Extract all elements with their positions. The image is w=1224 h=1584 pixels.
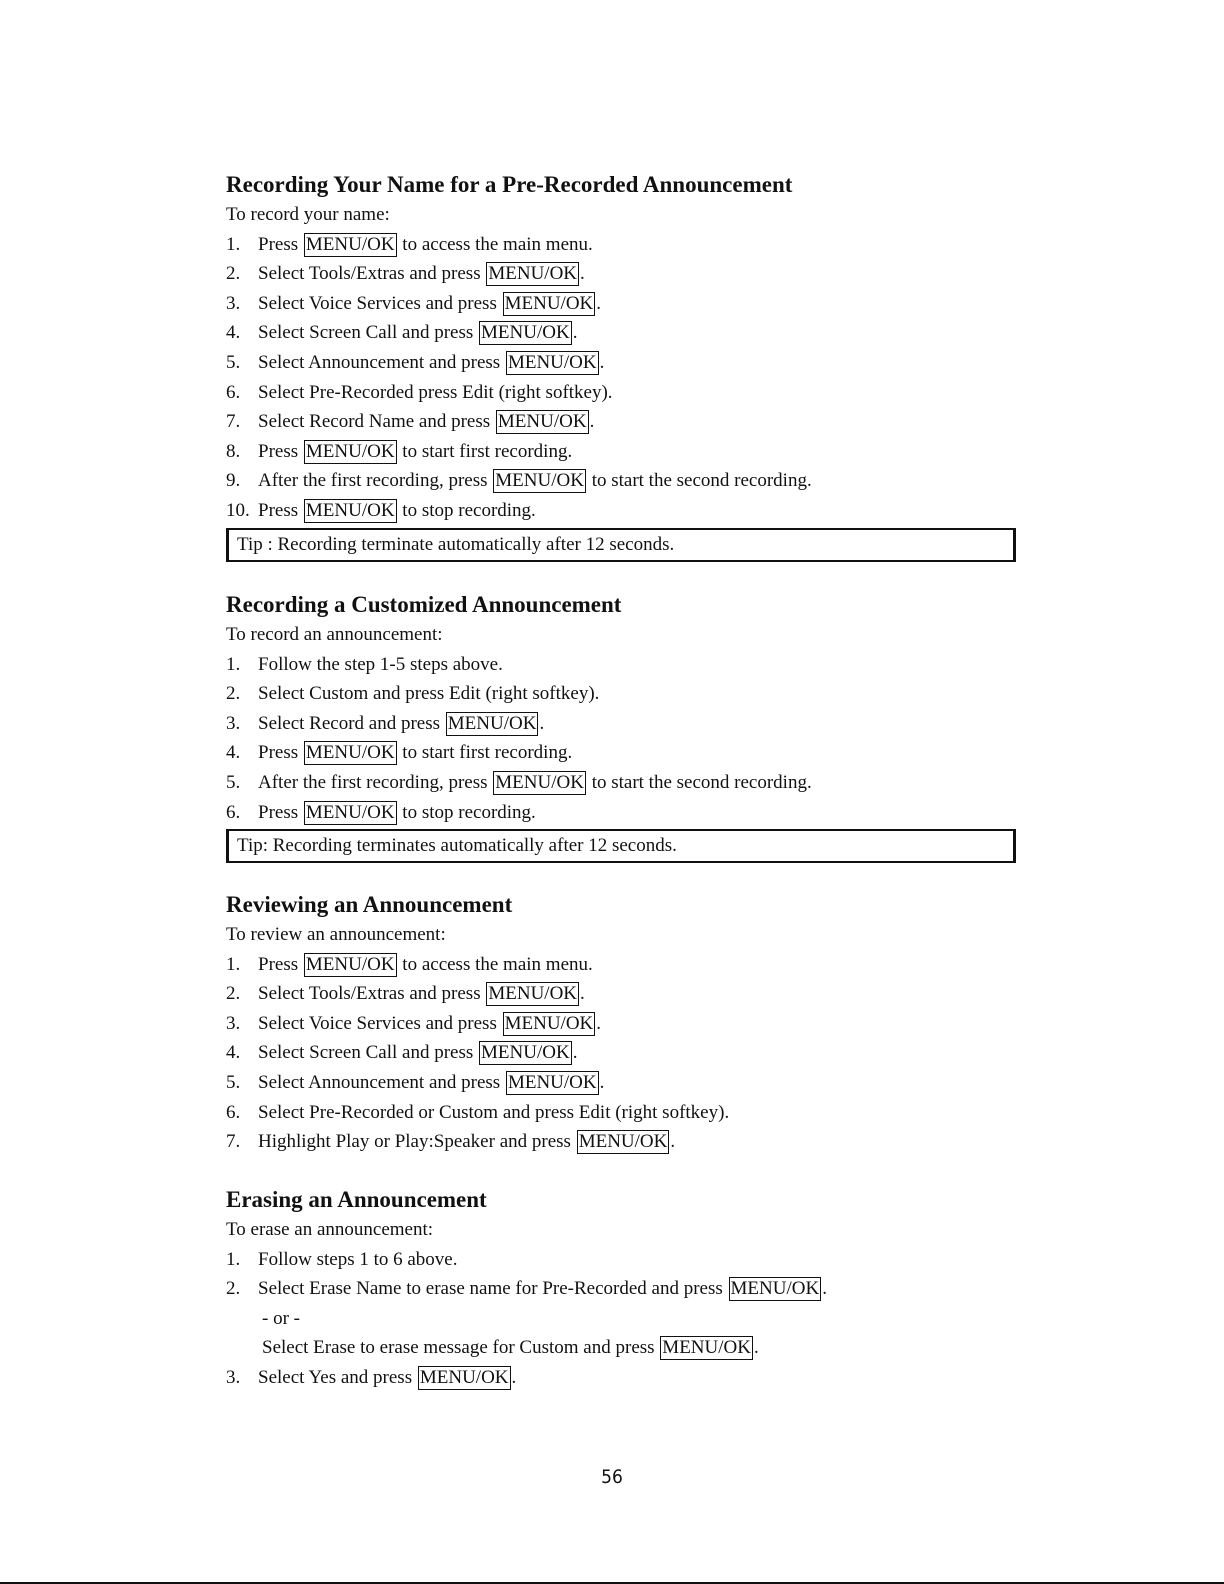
- step-text-after: to access the main menu.: [397, 953, 593, 975]
- menu-ok-key: MENU/OK: [495, 470, 584, 492]
- step-text-after: .: [599, 351, 605, 373]
- menu-ok-key: MENU/OK: [495, 771, 584, 793]
- section-heading: Recording a Customized Announcement: [226, 592, 622, 617]
- step-text: Press: [258, 499, 303, 521]
- step-text: Select Erase Name to erase name for Pre-Recorded and press: [258, 1278, 728, 1300]
- step-text: After the first recording, press: [258, 771, 493, 793]
- list-item: [226, 738, 1046, 768]
- step-text-after: to start the second recording.: [586, 771, 812, 793]
- list-item: [226, 230, 1046, 260]
- section-intro: To erase an announcement:: [226, 1219, 434, 1240]
- menu-ok-key: MENU/OK: [497, 411, 587, 433]
- step-number: 3.: [226, 1366, 241, 1388]
- list-item: [226, 768, 1046, 798]
- menu-ok-key: MENU/OK: [504, 292, 594, 314]
- step-number: 10.: [226, 499, 250, 521]
- step-text-after: to stop recording.: [397, 801, 536, 823]
- step-number: 5.: [226, 1071, 241, 1093]
- section-intro: To record your name:: [226, 204, 390, 225]
- section-record-name: [226, 170, 1046, 562]
- step-number: 7.: [226, 411, 241, 433]
- menu-ok-key: MENU/OK: [305, 801, 395, 823]
- step-text: Follow the step 1-5 steps above.: [258, 653, 503, 675]
- step-text-after: .: [580, 263, 585, 285]
- step-number: 4.: [226, 322, 241, 344]
- step-text: Highlight Play or Play:Speaker and press: [258, 1131, 576, 1153]
- list-item: [226, 289, 1046, 319]
- list-item: [226, 1068, 1046, 1098]
- step-number: 4.: [226, 1042, 241, 1064]
- step-number: 3.: [226, 1012, 241, 1034]
- step-text-after: .: [599, 1071, 605, 1093]
- list-item: [226, 679, 1046, 709]
- list-item: [226, 1098, 1046, 1128]
- step-text-after: to start first recording.: [397, 742, 573, 764]
- menu-ok-key: MENU/OK: [488, 263, 578, 285]
- steps-list: [226, 950, 1046, 1157]
- step-number: 3.: [226, 712, 241, 734]
- step-number: 6.: [226, 381, 241, 403]
- step-text: Select Record and press: [258, 712, 445, 734]
- list-item: [226, 318, 1046, 348]
- steps-list: [226, 1245, 1046, 1304]
- list-item: [226, 466, 1046, 496]
- menu-ok-key: MENU/OK: [305, 233, 395, 255]
- step-text-after: .: [596, 292, 602, 314]
- step-text: Press: [258, 801, 303, 823]
- menu-ok-key: MENU/OK: [578, 1131, 668, 1153]
- section-intro: To record an announcement:: [226, 624, 443, 645]
- menu-ok-key: MENU/OK: [488, 983, 578, 1005]
- page-number: 56: [601, 1466, 623, 1488]
- menu-ok-key: MENU/OK: [305, 742, 395, 764]
- menu-ok-key: MENU/OK: [662, 1337, 751, 1359]
- step-text: Select Screen Call and press: [258, 322, 479, 344]
- step-text: Select Voice Services and press: [258, 1012, 502, 1034]
- step-text: Select Announcement and press: [258, 1071, 505, 1093]
- list-item: [226, 259, 1046, 289]
- menu-ok-key: MENU/OK: [419, 1366, 509, 1388]
- menu-ok-key: MENU/OK: [305, 499, 395, 521]
- step-text: Select Pre-Recorded press Edit (right softkey).: [258, 381, 613, 403]
- step-text: Select Erase to erase message for Custom and press: [262, 1337, 660, 1359]
- step-text: Select Announcement and press: [258, 351, 505, 373]
- list-item: [226, 650, 1046, 680]
- step-text-after: to start first recording.: [397, 440, 573, 462]
- step-text: Press: [258, 953, 303, 975]
- step-number: 2.: [226, 683, 241, 705]
- step-text-after: .: [753, 1337, 759, 1359]
- step-number: 5.: [226, 351, 241, 373]
- step-number: 8.: [226, 440, 241, 462]
- step-text-after: .: [596, 1012, 602, 1034]
- menu-ok-key: MENU/OK: [730, 1278, 820, 1300]
- step-text-after: .: [670, 1131, 676, 1153]
- step-number: 2.: [226, 1278, 241, 1300]
- step-text-after: to start the second recording.: [586, 470, 812, 492]
- section-custom-announcement: [226, 590, 1046, 863]
- step-text: Select Yes and press: [258, 1366, 417, 1388]
- list-item: [226, 1274, 1046, 1304]
- step-number: 2.: [226, 983, 241, 1005]
- step-text: Select Pre-Recorded or Custom and press Edit (right softkey).: [258, 1101, 730, 1123]
- list-item: [226, 1363, 1046, 1393]
- menu-ok-key: MENU/OK: [447, 712, 537, 734]
- steps-list: [226, 230, 1046, 526]
- step-text: Select Screen Call and press: [258, 1042, 479, 1064]
- list-item: [226, 1038, 1046, 1068]
- alt-step: [226, 1333, 1046, 1363]
- step-number: 3.: [226, 292, 241, 314]
- step-text-after: .: [572, 1042, 578, 1064]
- step-text-after: .: [822, 1278, 827, 1300]
- list-item: [226, 407, 1046, 437]
- step-text: Select Tools/Extras and press: [258, 983, 486, 1005]
- step-text: Select Voice Services and press: [258, 292, 502, 314]
- list-item: [226, 348, 1046, 378]
- menu-ok-key: MENU/OK: [504, 1012, 594, 1034]
- list-item: [226, 950, 1046, 980]
- step-text-after: .: [511, 1366, 517, 1388]
- list-item: [226, 1009, 1046, 1039]
- step-number: 1.: [226, 233, 241, 255]
- or-separator: - or -: [262, 1307, 300, 1329]
- step-number: 1.: [226, 1248, 241, 1270]
- step-text-after: .: [539, 712, 545, 734]
- section-erase-announcement: [226, 1185, 1046, 1393]
- section-heading: Erasing an Announcement: [226, 1187, 487, 1212]
- menu-ok-key: MENU/OK: [305, 953, 395, 975]
- list-item: [226, 437, 1046, 467]
- step-text: After the first recording, press: [258, 470, 493, 492]
- step-text: Select Tools/Extras and press: [258, 263, 486, 285]
- menu-ok-key: MENU/OK: [305, 440, 395, 462]
- step-text: Select Custom and press Edit (right softkey).: [258, 683, 600, 705]
- step-text: Follow steps 1 to 6 above.: [258, 1248, 458, 1270]
- section-review-announcement: [226, 890, 1046, 1157]
- step-number: 1.: [226, 653, 241, 675]
- steps-list: [226, 650, 1046, 828]
- step-text-after: .: [580, 983, 585, 1005]
- step-number: 7.: [226, 1131, 241, 1153]
- menu-ok-key: MENU/OK: [507, 1071, 597, 1093]
- step-text-after: to access the main menu.: [397, 233, 593, 255]
- section-heading: Reviewing an Announcement: [226, 892, 513, 917]
- menu-ok-key: MENU/OK: [481, 1042, 570, 1064]
- tip-box: Tip: Recording terminates automatically after 12 seconds.: [226, 829, 1016, 863]
- step-number: 2.: [226, 263, 241, 285]
- list-item: [226, 1245, 1046, 1275]
- step-number: 6.: [226, 1101, 241, 1123]
- step-text-after: .: [572, 322, 578, 344]
- step-number: 9.: [226, 470, 241, 492]
- step-text: Press: [258, 233, 303, 255]
- section-intro: To review an announcement:: [226, 924, 446, 945]
- step-number: 4.: [226, 742, 241, 764]
- list-item: [226, 979, 1046, 1009]
- list-item: [226, 798, 1046, 828]
- steps-list-final: [226, 1363, 1046, 1393]
- step-text-after: .: [589, 411, 595, 433]
- menu-ok-key: MENU/OK: [507, 351, 597, 373]
- list-item: [226, 378, 1046, 408]
- step-number: 1.: [226, 953, 241, 975]
- step-text: Press: [258, 440, 303, 462]
- step-number: 6.: [226, 801, 241, 823]
- step-text: Press: [258, 742, 303, 764]
- menu-ok-key: MENU/OK: [481, 322, 570, 344]
- list-item: [226, 496, 1046, 526]
- list-item: [226, 1127, 1046, 1157]
- list-item: [226, 709, 1046, 739]
- section-heading: Recording Your Name for a Pre-Recorded Announcement: [226, 172, 793, 197]
- step-number: 5.: [226, 771, 241, 793]
- tip-box: Tip : Recording terminate automatically after 12 seconds.: [226, 528, 1016, 562]
- step-text-after: to stop recording.: [397, 499, 536, 521]
- step-text: Select Record Name and press: [258, 411, 495, 433]
